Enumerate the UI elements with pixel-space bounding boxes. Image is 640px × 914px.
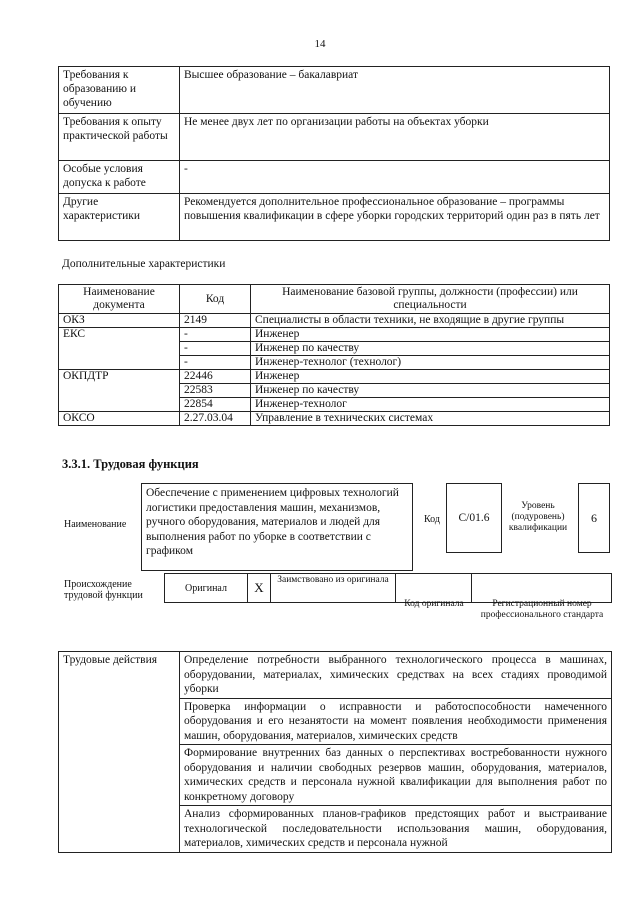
original-mark: X [247,573,271,603]
reg-number-label: Регистрационный номер профессионального стандарта [480,599,604,620]
table-row [59,67,610,114]
code-cell: 2149 [180,314,251,328]
conditions-label: Особые условия допуска к работе [59,161,180,194]
doc-cell: ОКПДТР [59,370,180,412]
name-cell: Инженер по качеству [251,384,610,398]
table-row [59,161,610,194]
function-heading: 3.3.1. Трудовая функция [62,457,199,471]
name-cell: Управление в технических системах [251,412,610,426]
doc-cell: ЕКС [59,328,180,370]
other-label: Другие характеристики [59,194,180,241]
code-cell: 22583 [180,384,251,398]
labor-action-item: Определение потребности выбранного технологического процесса в машинах, оборудовании, материалах, химических средствах на всех стадиях проводимой уборки [180,652,612,699]
name-cell: Инженер-технолог [251,398,610,412]
requirements-table [58,66,610,241]
labor-action-item: Формирование внутренних баз данных о перспективах востребованности нужного оборудования и наличии свободных резервов машин, оборудования, материалов, химических средств и персонала нужной квалификации для выполнения работ по конкретному договору [180,745,612,806]
origin-code-label: Код оригинала [404,599,464,609]
additional-table [58,284,610,426]
header-name: Наименование базовой группы, должности (профессии) или специальности [251,285,610,314]
function-code-value: С/01.6 [446,483,502,553]
function-name-label: Наименование [64,519,127,530]
header-code: Код [180,285,251,314]
name-cell: Инженер [251,328,610,342]
code-cell: 2.27.03.04 [180,412,251,426]
page-number: 14 [314,38,326,50]
experience-value: Не менее двух лет по организации работы на объектах уборки [180,114,610,161]
labor-action-item: Анализ сформированных планов-графиков предстоящих работ и выстраивание технологической последовательности использования машин, оборудования, материалов, химических средств и персонала нужной [184,808,607,849]
table-row [59,412,610,426]
table-row [59,370,610,384]
code-cell: 22854 [180,398,251,412]
name-cell: Инженер [251,370,610,384]
other-value: Рекомендуется дополнительное профессиональное образование – программы повышения квалификации в сфере уборки городских территорий один раз в пять лет [180,194,610,241]
table-row [59,314,610,328]
labor-action-cell [180,806,612,853]
education-value: Высшее образование – бакалавриат [180,67,610,114]
doc-cell: ОКСО [59,412,180,426]
origin-label: Происхождение трудовой функции [64,579,143,601]
table-row [59,328,610,342]
code-cell: - [180,328,251,342]
table-row [59,114,610,161]
function-code-label: Код [424,514,440,525]
qualification-level-value: 6 [578,483,610,553]
code-cell: - [180,342,251,356]
conditions-value: - [180,161,610,194]
additional-title: Дополнительные характеристики [62,258,226,270]
table-header-row [59,285,610,314]
code-cell: - [180,356,251,370]
labor-actions-table [58,651,612,853]
education-label: Требования к образованию и обучению [59,67,180,114]
labor-actions-label: Трудовые действия [59,652,180,853]
original-label: Оригинал [164,573,248,603]
qualification-level-label: Уровень (подуровень) квалификации [508,501,568,533]
labor-action-item: Проверка информации о исправности и работоспособности намеченного оборудования и его незанятости на момент появления необходимости применения машин, оборудования, материалов, химических средств [180,698,612,745]
table-row [59,652,612,699]
name-cell: Инженер по качеству [251,342,610,356]
doc-cell: ОКЗ [59,314,180,328]
header-document: Наименование документа [59,285,180,314]
table-row [59,194,610,241]
function-name-value: Обеспечение с применением цифровых технологий логистики предоставления машин, механизмов, ручного оборудования, материалов и людей для выполнения работ по уборке в соответствии с графиком [141,483,413,571]
experience-label: Требования к опыту практической работы [59,114,180,161]
name-cell: Специалисты в области техники, не входящие в другие группы [251,314,610,328]
code-cell: 22446 [180,370,251,384]
borrowed-label: Заимствовано из оригинала [270,573,396,603]
name-cell: Инженер-технолог (технолог) [251,356,610,370]
